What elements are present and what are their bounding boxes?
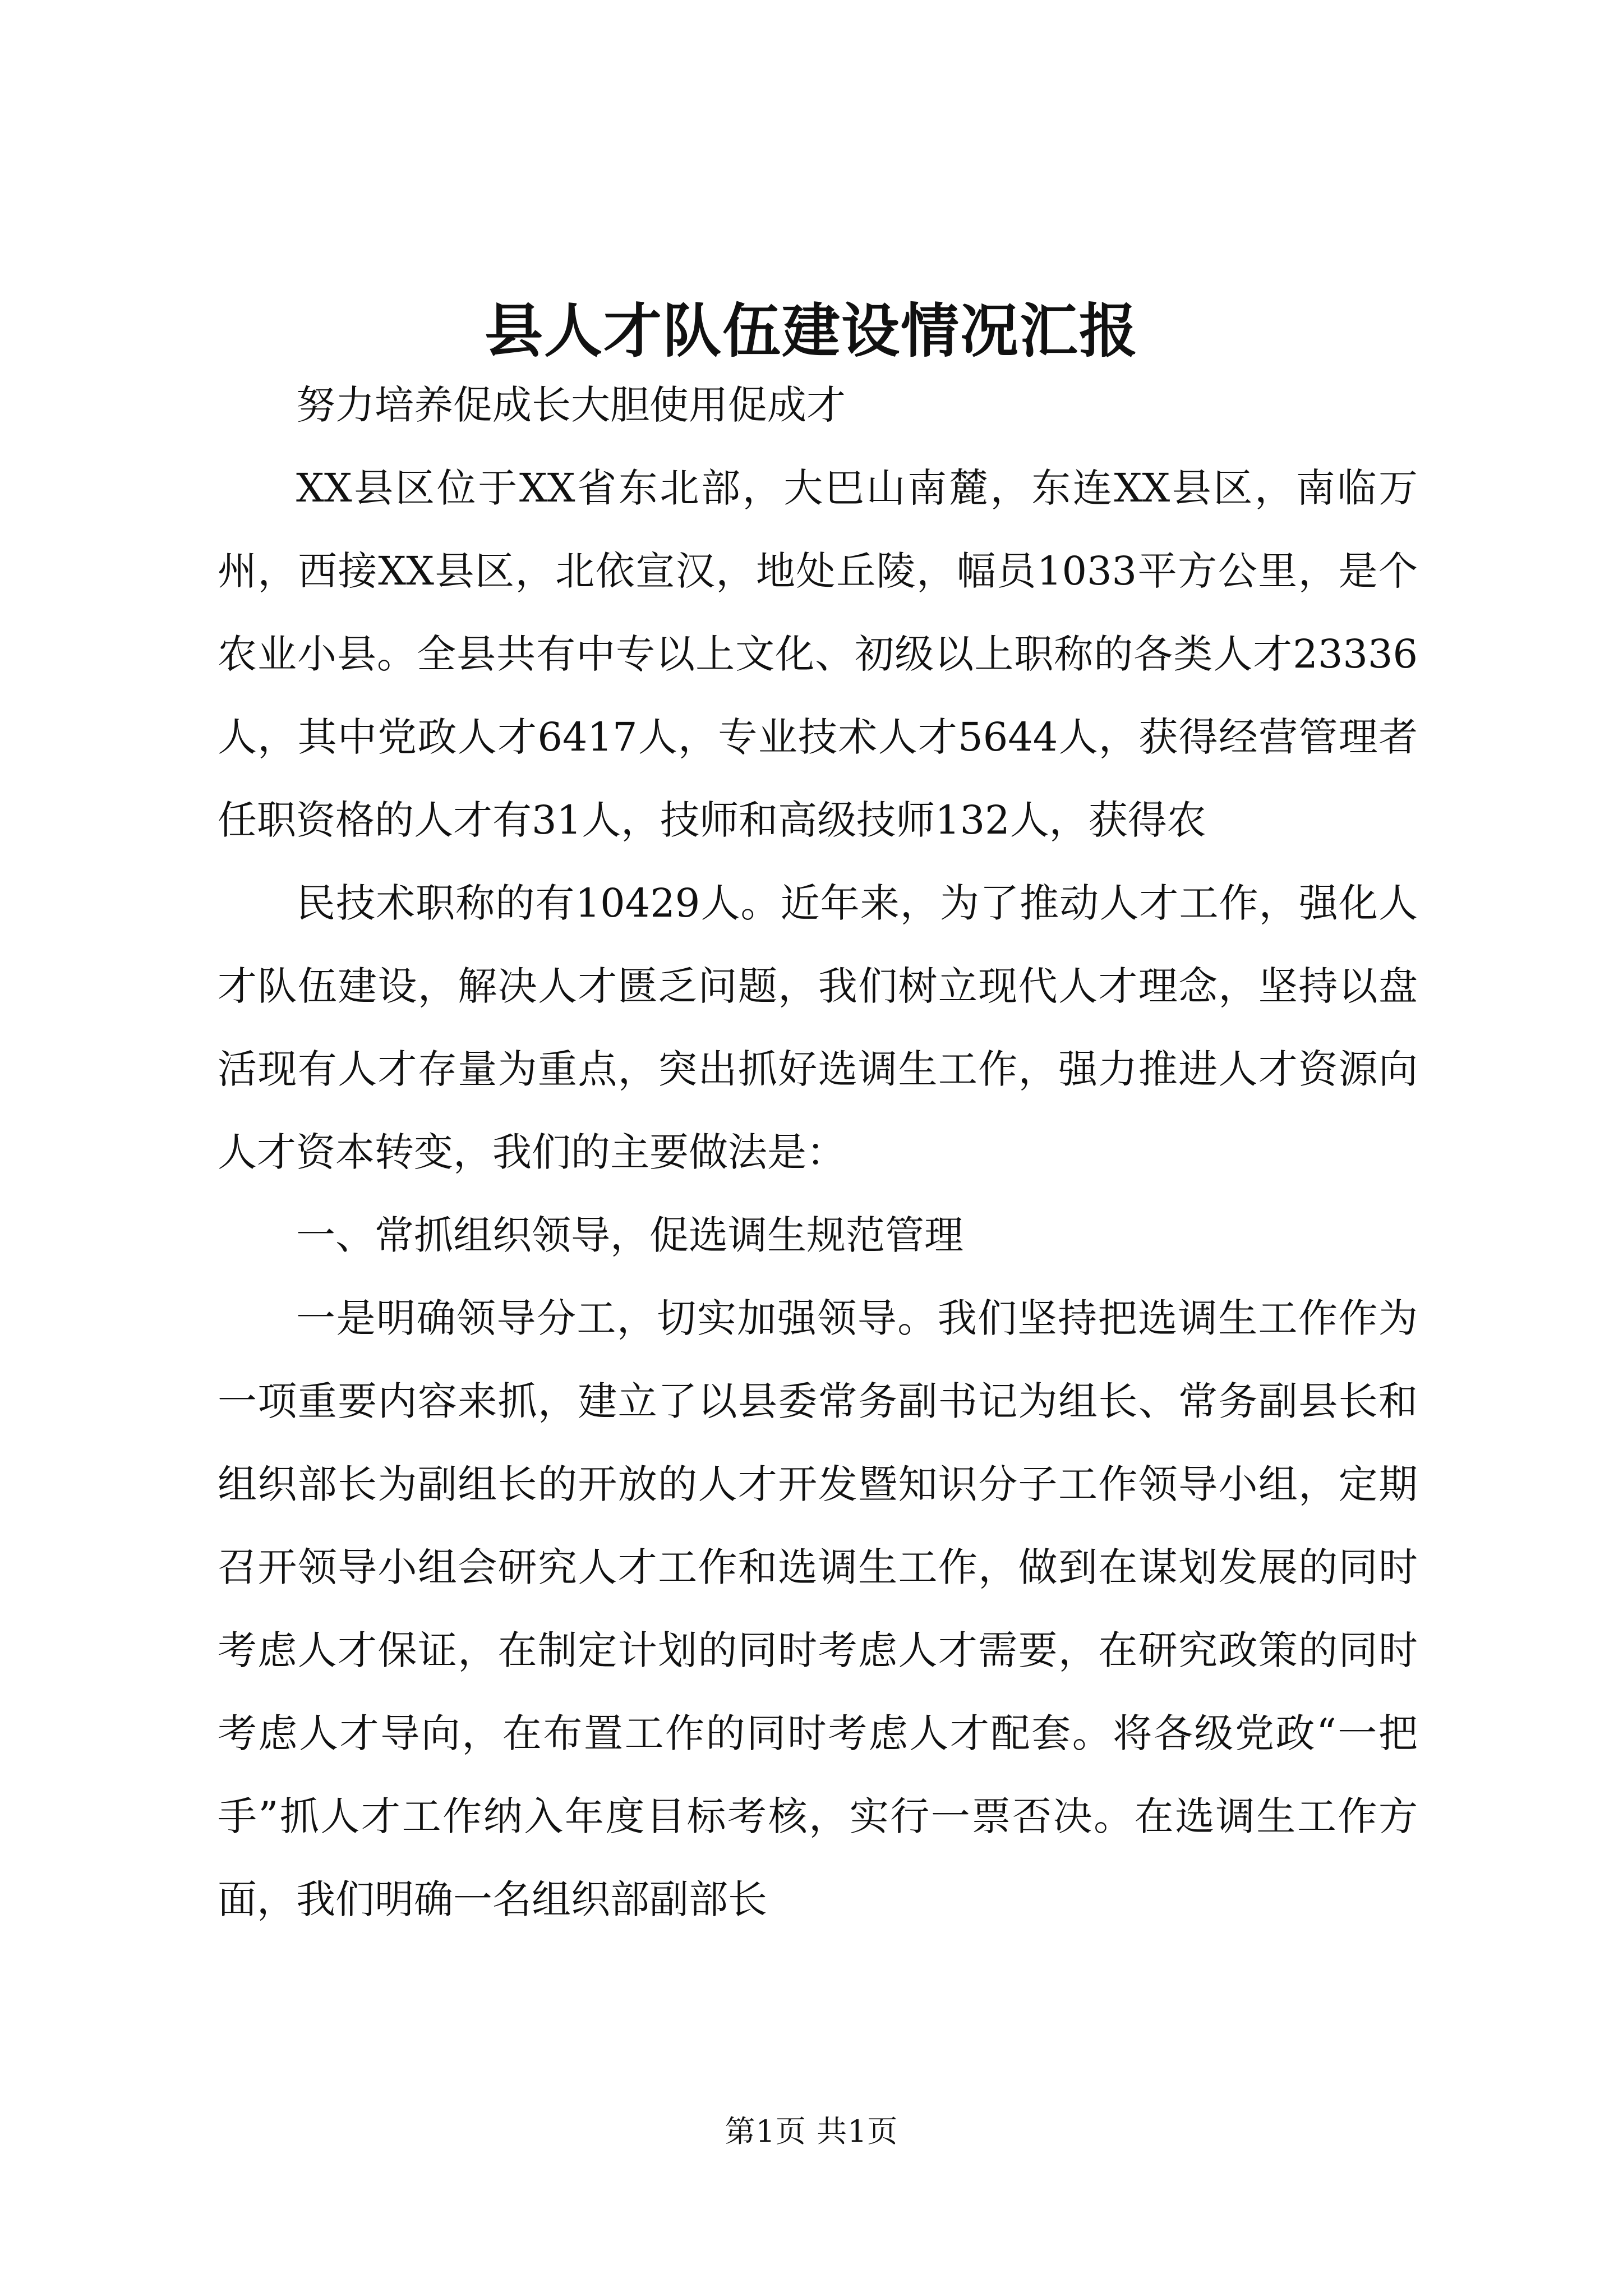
paragraph-subtitle: 努力培养促成长大胆使用促成才 xyxy=(296,382,846,428)
document-title: 县人才队伍建设情况汇报 xyxy=(484,296,1138,365)
section-heading-1: 一、常抓组织领导，促选调生规范管理 xyxy=(296,1212,963,1258)
page-footer: 第1页 共1页 xyxy=(725,2114,898,2149)
document-body xyxy=(218,364,1418,1941)
paragraph-overview: XX县区位于XX省东北部，大巴山南麓，东连XX县区，南临万州，西接XX县区，北依宣汉，地处丘陵，幅员1033平方公里，是个农业小县。全县共有中专以上文化、初级以上职称的各类人才23336人，其中党政人才6417人，专业技术人才5644人，获得经营管理者任职资格的人才有31人，技师和高级技师132人，获得农 xyxy=(218,465,1418,843)
paragraph-leadership: 一是明确领导分工，切实加强领导。我们坚持把选调生工作作为一项重要内容来抓，建立了以县委常务副书记为组长、常务副县长和组织部长为副组长的开放的人才开发暨知识分子工作领导小组，定期召开领导小组会研究人才工作和选调生工作，做到在谋划发展的同时考虑人才保证，在制定计划的同时考虑人才需要，在研究政策的同时考虑人才导向，在布置工作的同时考虑人才配套。将各级党政“一把手”抓人才工作纳入年度目标考核，实行一票否决。在选调生工作方面，我们明确一名组织部副部长 xyxy=(218,1295,1418,1922)
paragraph-practices-intro: 民技术职称的有10429人。近年来，为了推动人才工作，强化人才队伍建设，解决人才匮乏问题，我们树立现代人才理念，坚持以盘活现有人才存量为重点，突出抓好选调生工作，强力推进人才资源向人才资本转变，我们的主要做法是： xyxy=(218,880,1418,1175)
